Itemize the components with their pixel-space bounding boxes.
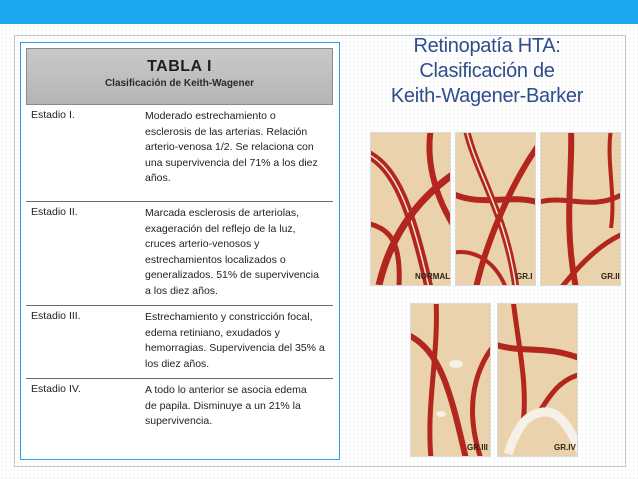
slide-title-line: Retinopatía HTA: bbox=[413, 35, 561, 57]
retina-vessels-drawing bbox=[371, 133, 450, 285]
stage-description bbox=[145, 206, 331, 299]
description-line: hemorragias. Supervivencia del 35% a bbox=[145, 342, 325, 354]
description-line: años. bbox=[145, 172, 171, 184]
retina-vessels-drawing bbox=[541, 133, 620, 285]
stage-description bbox=[145, 383, 331, 430]
table-row-stage-1 bbox=[26, 105, 333, 202]
retina-vessels-drawing bbox=[456, 133, 535, 285]
stage-description bbox=[145, 109, 331, 187]
table-row-stage-2 bbox=[26, 202, 333, 306]
retina-illustration-grade-3 bbox=[410, 303, 491, 457]
description-line: generalizados. 51% de supervivencia bbox=[145, 269, 319, 281]
top-accent-bar bbox=[0, 0, 638, 24]
stage-label: Estadio III. bbox=[31, 310, 81, 322]
grade-label: GR.III bbox=[467, 443, 488, 452]
description-line: A todo lo anterior se asocia edema bbox=[145, 384, 307, 396]
description-line: los diez años. bbox=[145, 357, 210, 370]
table-row-stage-3 bbox=[26, 306, 333, 379]
description-line: a los diez años. bbox=[145, 284, 218, 297]
description-line: Marcada esclerosis de arteriolas, bbox=[145, 207, 300, 219]
slide-title-line: Clasificación de bbox=[419, 60, 555, 82]
description-line: Moderado estrechamiento o bbox=[145, 110, 276, 122]
grade-label: GR.I bbox=[516, 272, 533, 281]
classification-table bbox=[20, 42, 340, 460]
grade-label: GR.II bbox=[601, 272, 620, 281]
retina-illustration-grade-4 bbox=[497, 303, 578, 457]
retina-illustration-normal bbox=[370, 132, 451, 286]
description-line: edema retiniano, exudados y bbox=[145, 326, 280, 339]
table-title: TABLA I bbox=[147, 58, 212, 75]
stage-label: Estadio II. bbox=[31, 206, 78, 218]
slide-title-line: Keith-Wagener-Barker bbox=[390, 85, 584, 107]
stage-label: Estadio I. bbox=[31, 109, 75, 121]
description-line: cruces arterio-venosos y bbox=[145, 238, 260, 250]
description-line: supervivencia. bbox=[145, 415, 213, 427]
table-header bbox=[26, 48, 333, 105]
description-line: exageración del reflejo de la luz, bbox=[145, 222, 296, 235]
description-line: esclerosis de las arterias. Relación bbox=[145, 125, 308, 138]
grade-label: GR.IV bbox=[554, 443, 576, 452]
stage-label: Estadio IV. bbox=[31, 383, 81, 395]
table-row-stage-4 bbox=[26, 379, 333, 449]
retina-vessels-drawing bbox=[498, 304, 577, 456]
retina-illustration-grade-2 bbox=[540, 132, 621, 286]
retina-illustration-grade-1 bbox=[455, 132, 536, 286]
description-line: estrechamientos localizados o bbox=[145, 253, 286, 266]
description-line: de papila. Disminuye a un 21% la bbox=[145, 399, 301, 412]
grade-label: NORMAL bbox=[415, 272, 451, 281]
description-line: arterio-venosa 1/2. Se relaciona con bbox=[145, 141, 314, 153]
slide-title bbox=[352, 34, 622, 109]
stage-description bbox=[145, 310, 331, 372]
description-line: Estrechamiento y constricción focal, bbox=[145, 311, 313, 323]
description-line: una supervivencia del 71% a los diez bbox=[145, 156, 318, 169]
retina-vessels-drawing bbox=[411, 304, 490, 456]
table-subtitle: Clasificación de Keith-Wagener bbox=[104, 78, 255, 89]
